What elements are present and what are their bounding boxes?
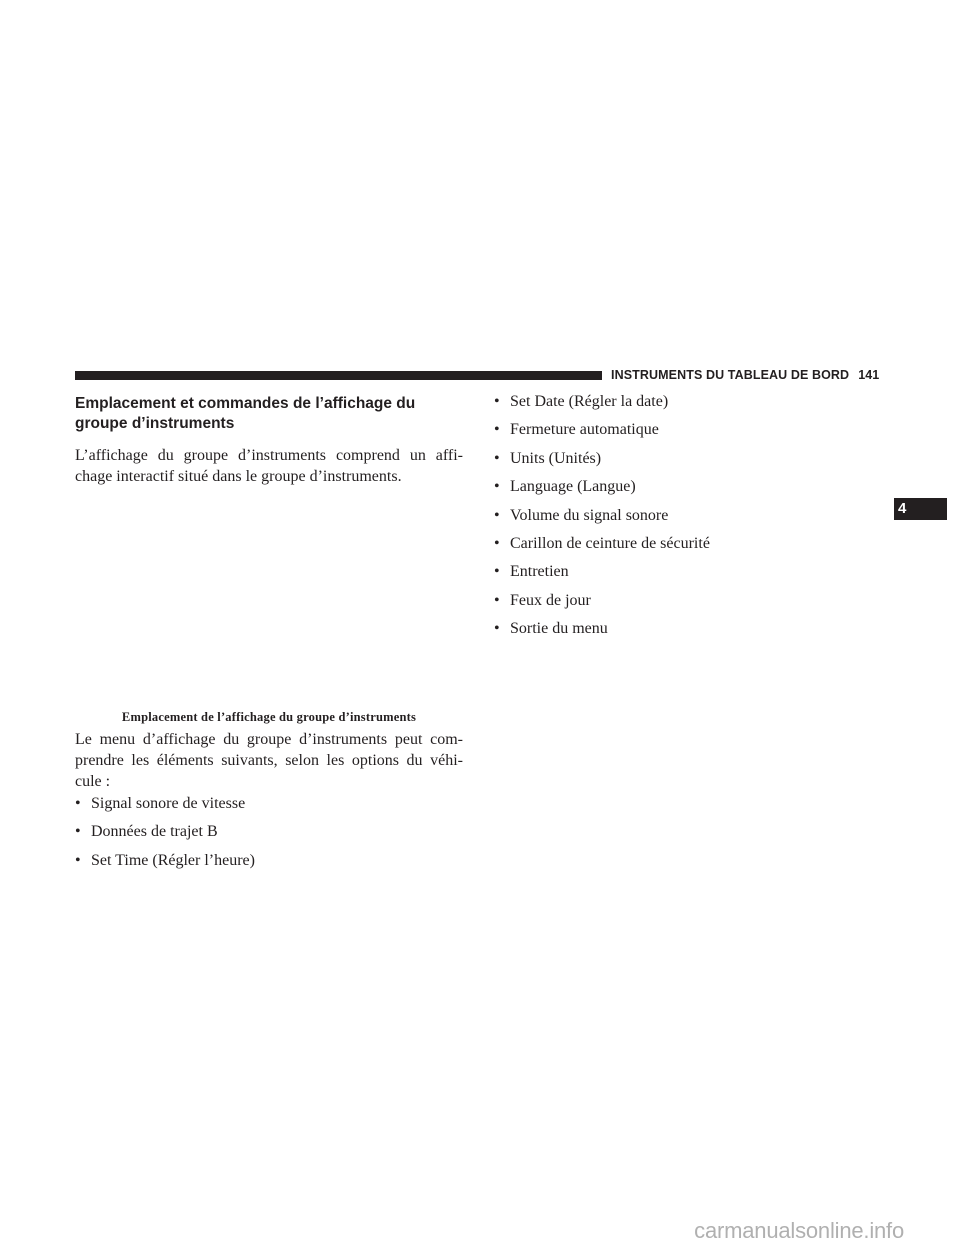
bullet: •: [494, 506, 500, 524]
bullet: •: [494, 534, 500, 552]
list-item-label: Entretien: [510, 563, 569, 581]
section-heading: [75, 394, 455, 434]
list-item: [75, 851, 255, 879]
bullet: •: [494, 620, 500, 638]
list-item: [494, 534, 710, 562]
list-item: [494, 392, 710, 420]
list-item: [494, 562, 710, 590]
intro-line-2: chage interactif situé dans le groupe d’instruments.: [75, 468, 402, 485]
watermark: carmanualsonline.info: [694, 1218, 904, 1243]
list-item: [494, 477, 710, 505]
section-heading-line-2: groupe d’instruments: [75, 415, 235, 432]
bullet: •: [494, 421, 500, 439]
list-item: [494, 591, 710, 619]
list-item-label: Sortie du menu: [510, 620, 608, 638]
bullet: •: [75, 823, 81, 841]
bullet: •: [494, 563, 500, 581]
header-section-title: INSTRUMENTS DU TABLEAU DE BORD: [611, 368, 850, 382]
chapter-tab: 4: [894, 498, 947, 520]
list-item-label: Volume du signal sonore: [510, 506, 669, 524]
list-item: [75, 794, 255, 822]
section-heading-line-1: Emplacement et commandes de l’affichage du: [75, 395, 416, 412]
list-item: [494, 506, 710, 534]
list-item-label: Language (Langue): [510, 478, 636, 496]
menu-line-2: prendre les éléments suivants, selon les options du véhi-: [75, 752, 463, 769]
list-item: [494, 619, 710, 647]
bullet: •: [75, 795, 81, 812]
intro-line-1: L’affichage du groupe d’instruments comprend un affi-: [75, 447, 463, 464]
bullet: •: [494, 393, 500, 410]
page-number: 141: [858, 368, 880, 382]
list-item-label: Carillon de ceinture de sécurité: [510, 534, 710, 552]
menu-items-list-right: [494, 392, 710, 648]
list-item-label: Set Date (Régler la date): [510, 393, 669, 410]
list-item: [75, 822, 255, 850]
menu-line-3: cule :: [75, 773, 111, 790]
list-item-label: Signal sonore de vitesse: [91, 795, 246, 812]
list-item-label: Units (Unités): [510, 449, 602, 467]
bullet: •: [494, 591, 500, 609]
list-item-label: Feux de jour: [510, 591, 591, 609]
figure-caption: Emplacement de l’affichage du groupe d’instruments: [121, 710, 417, 724]
bullet: •: [494, 449, 500, 467]
list-item-label: Fermeture automatique: [510, 421, 659, 439]
menu-paragraph: [75, 729, 463, 792]
list-item: [494, 420, 710, 448]
list-item: [494, 449, 710, 477]
intro-paragraph: [75, 445, 463, 487]
menu-line-1: Le menu d’affichage du groupe d’instruments peut com-: [75, 731, 463, 748]
list-item-label: Set Time (Régler l’heure): [91, 851, 255, 869]
bullet: •: [75, 851, 81, 869]
menu-items-list-left: [75, 794, 255, 879]
header-rule: [75, 371, 602, 380]
running-header: [611, 367, 879, 383]
bullet: •: [494, 478, 500, 496]
list-item-label: Données de trajet B: [91, 823, 218, 841]
